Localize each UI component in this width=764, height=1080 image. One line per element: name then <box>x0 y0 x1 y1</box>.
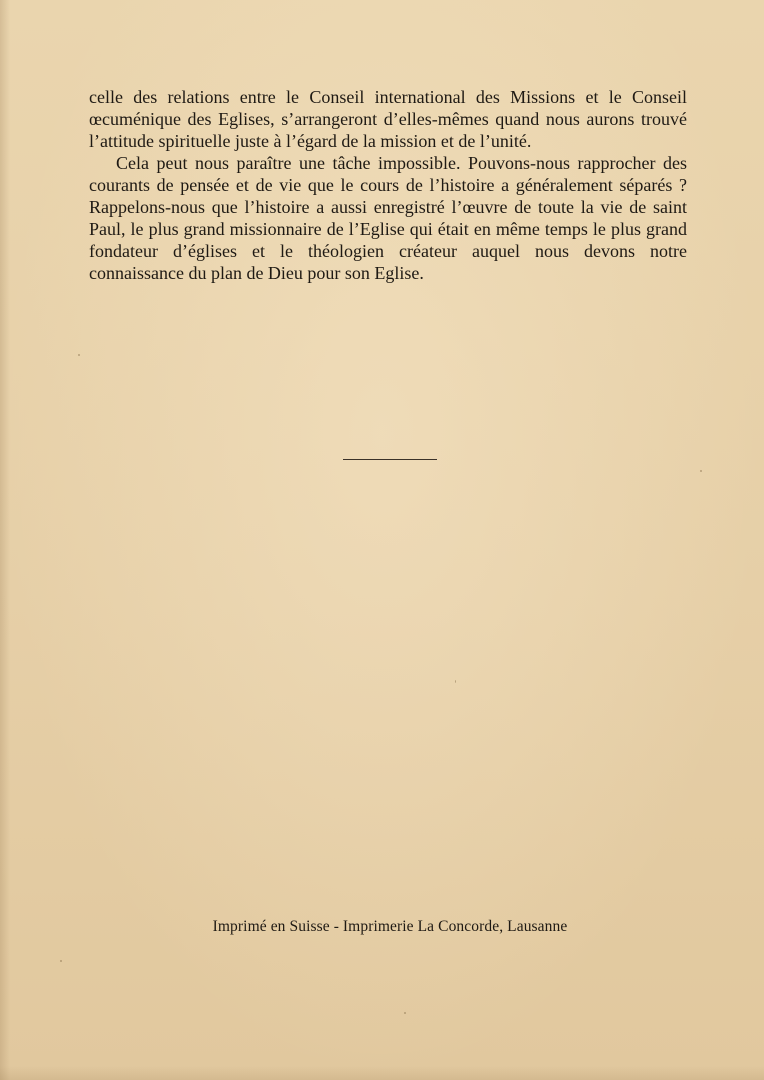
paper-speck <box>78 354 80 356</box>
page-edge-shadow-bottom <box>0 1066 764 1080</box>
section-separator-rule <box>343 459 437 460</box>
paper-speck <box>404 1012 406 1014</box>
paper-speck <box>455 680 456 683</box>
paragraph-cela-peut: Cela peut nous paraître une tâche impossible. Pouvons-nous rapprocher des courants de pensée et de vie que le cours de l’histoire a généralement séparés ? Rappelons-nous que l’histoire a aussi enregistré l’œuvre de toute la vie de saint Paul, le plus grand missionnaire de l’Eglise qui était en même temps le plus grand fondateur d’églises et le théologien créateur auquel nous devons notre connaissance du plan de Dieu pour son Eglise. <box>89 153 687 283</box>
paper-speck <box>700 470 702 472</box>
paper-speck <box>60 960 62 962</box>
paragraph-continuation: celle des relations entre le Conseil international des Missions et le Conseil œcuménique des Eglises, s’arrangeront d’elles-mêmes quand nous aurons trouvé l’attitude spirituelle juste à l’égard de la mission et de l’unité. <box>89 87 687 151</box>
body-text <box>89 86 687 284</box>
printer-colophon: Imprimé en Suisse - Imprimerie La Concorde, Lausanne <box>212 918 568 935</box>
